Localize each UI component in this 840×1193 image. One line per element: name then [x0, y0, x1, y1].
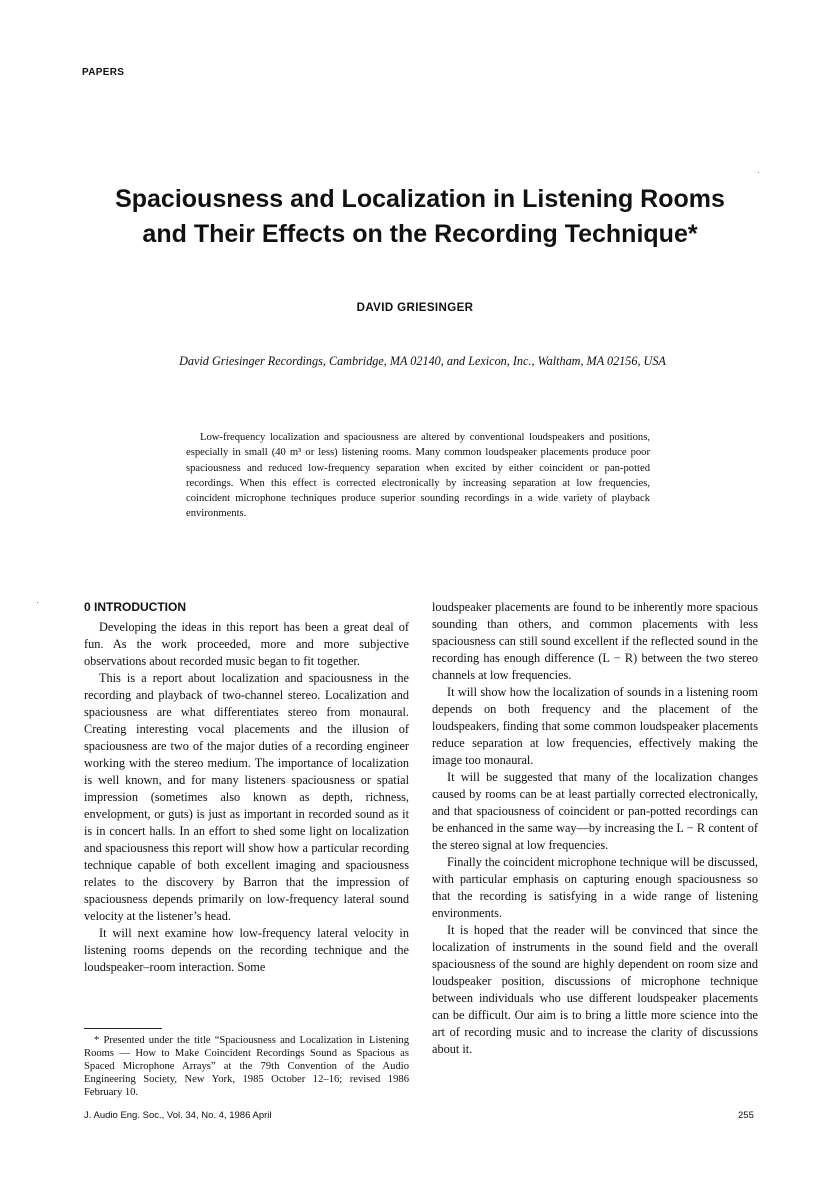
paragraph: Developing the ideas in this report has been a great deal of fun. As the work proceeded, more and more subjective observations about recorded music began to fit together. — [84, 620, 409, 668]
right-column — [432, 599, 758, 1058]
paragraph: This is a report about localization and spaciousness in the recording and playback of two-channel stereo. Localization and spaciousness are what differentiates stereo from monaural. Creating interesting vocal placements and the illusion of spaciousness are two of the major duties of a recording engineer working with the stereo medium. The importance of localization is well known, and for many listeners spaciousness or spatial impression (sometimes also known as depth, richness, envelopment, or guts) is just as important in recorded sound as it is in concert halls. In an effort to shed some light on localization and spaciousness this report will show how a particular recording technique capable of both excellent imaging and spaciousness relates to the discovery by Barron that the impression of spaciousness depends primarily on low-frequency lateral sound velocity at the listener’s head. — [84, 671, 409, 923]
scan-speck: · — [36, 597, 39, 607]
page-number: 255 — [738, 1110, 754, 1121]
paragraph: It is hoped that the reader will be convinced that since the localization of instruments in the sound field and the overall spaciousness of the sound are highly dependent on room size and loudspeaker position, discussions of microphone technique between individuals who use different loudspeaker placements can be difficult. Our aim is to bring a little more science into the art of recording music and to increase the clarity of discussions about it. — [432, 923, 758, 1056]
title-line-1: Spaciousness and Localization in Listening Rooms — [115, 185, 725, 213]
paragraph: It will show how the localization of sounds in a listening room depends on both frequency and the placement of the loudspeakers, finding that some common loudspeaker placements reduce separation at low frequencies, effectively making the image too monaural. — [432, 685, 758, 767]
scan-speck: · — [757, 167, 760, 177]
paragraph: It will be suggested that many of the localization changes caused by rooms can be at least partially corrected electronically, and that spaciousness of coincident or pan-potted recordings can be enhanced in the same way—by increasing the L − R content of the stereo signal at low frequencies. — [432, 770, 758, 852]
paragraph-continued: loudspeaker placements are found to be inherently more spacious sounding than others, and common placements with less spaciousness can still sound excellent if the reflected sound in the recording has enough difference (L − R) between the two stereo channels at low frequencies. — [432, 600, 758, 682]
footnote-divider — [84, 1028, 162, 1029]
paragraph: It will next examine how low-frequency lateral velocity in listening rooms depends on the recording technique and the loudspeaker–room interaction. Some — [84, 926, 409, 974]
section-heading: 0 INTRODUCTION — [84, 600, 186, 614]
paragraph: Finally the coincident microphone technique will be discussed, with particular emphasis on capturing enough spaciousness so that the recording is satisfying in a wide range of listening environments. — [432, 855, 758, 920]
title-line-2: and Their Effects on the Recording Technique* — [142, 220, 698, 248]
section-tag: PAPERS — [82, 67, 125, 78]
author-affiliation: David Griesinger Recordings, Cambridge, MA 02140, and Lexicon, Inc., Waltham, MA 02156, USA — [179, 354, 666, 368]
footnote: * Presented under the title “Spaciousness and Localization in Listening Rooms — How to Make Coincident Recordings Sound as Spacious as Spaced Microphone Arrays” at the 79th Convention of the Audio Engineering Society, New York, 1985 October 12–16; revised 1986 February 10. — [84, 1035, 409, 1098]
abstract: Low-frequency localization and spaciousness are altered by conventional loudspeakers and positions, especially in small (40 m³ or less) listening rooms. Many common loudspeaker placements produce poor spaciousness and reduced low-frequency separation when excited by either coincident or pan-potted recordings. When this effect is corrected electronically by increasing separation at low frequencies, coincident microphone techniques produce superior sounding recordings in a wide variety of playback environments. — [186, 432, 650, 520]
paper-title — [60, 182, 780, 252]
journal-citation: J. Audio Eng. Soc., Vol. 34, No. 4, 1986 April — [84, 1110, 272, 1121]
left-column — [84, 599, 409, 976]
author-name: DAVID GRIESINGER — [356, 302, 474, 314]
